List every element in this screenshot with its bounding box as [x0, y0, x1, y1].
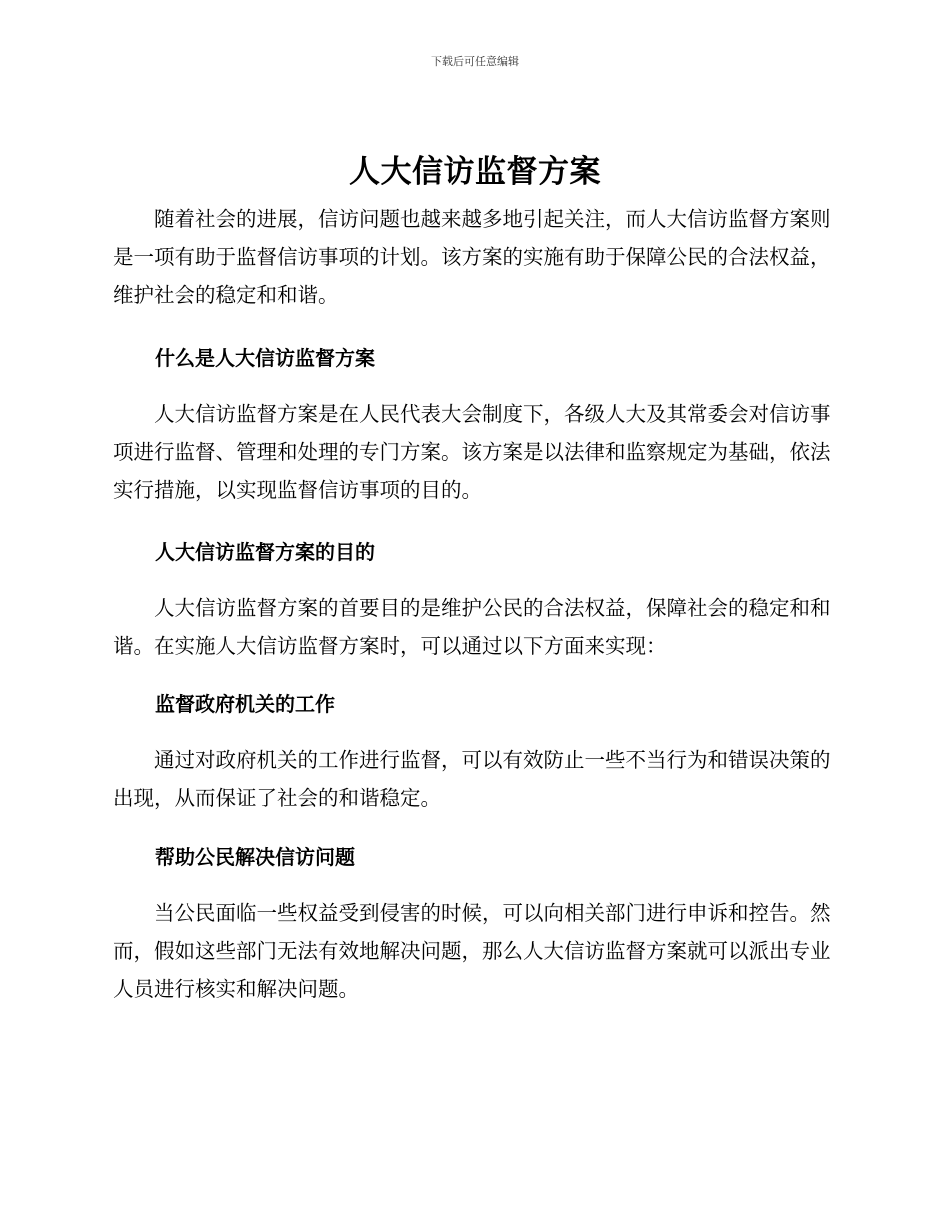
- header-note: 下载后可任意编辑: [431, 55, 519, 68]
- section-paragraph: 人大信访监督方案是在人民代表大会制度下，各级人大及其常委会对信访事项进行监督、管理和处理的专门方案。该方案是以法律和监察规定为基础，依法实行措施，以实现监督信访事项的目的。: [113, 402, 831, 502]
- document-title: 人大信访监督方案: [349, 154, 601, 190]
- section-paragraph: 人大信访监督方案的首要目的是维护公民的合法权益，保障社会的稳定和和谐。在实施人大信访监督方案时，可以通过以下方面来实现：: [113, 596, 831, 658]
- section-heading: 什么是人大信访监督方案: [155, 346, 375, 370]
- section-heading: 帮助公民解决信访问题: [155, 845, 355, 869]
- section-heading: 监督政府机关的工作: [155, 692, 335, 716]
- section-heading: 人大信访监督方案的目的: [155, 540, 375, 564]
- intro-paragraph: 随着社会的进展，信访问题也越来越多地引起关注，而人大信访监督方案则是一项有助于监督信访事项的计划。该方案的实施有助于保障公民的合法权益，维护社会的稳定和和谐。: [113, 207, 831, 307]
- section-paragraph: 通过对政府机关的工作进行监督，可以有效防止一些不当行为和错误决策的出现，从而保证了社会的和谐稳定。: [113, 748, 831, 810]
- section-paragraph: 当公民面临一些权益受到侵害的时候，可以向相关部门进行申诉和控告。然而，假如这些部门无法有效地解决问题，那么人大信访监督方案就可以派出专业人员进行核实和解决问题。: [113, 901, 831, 1001]
